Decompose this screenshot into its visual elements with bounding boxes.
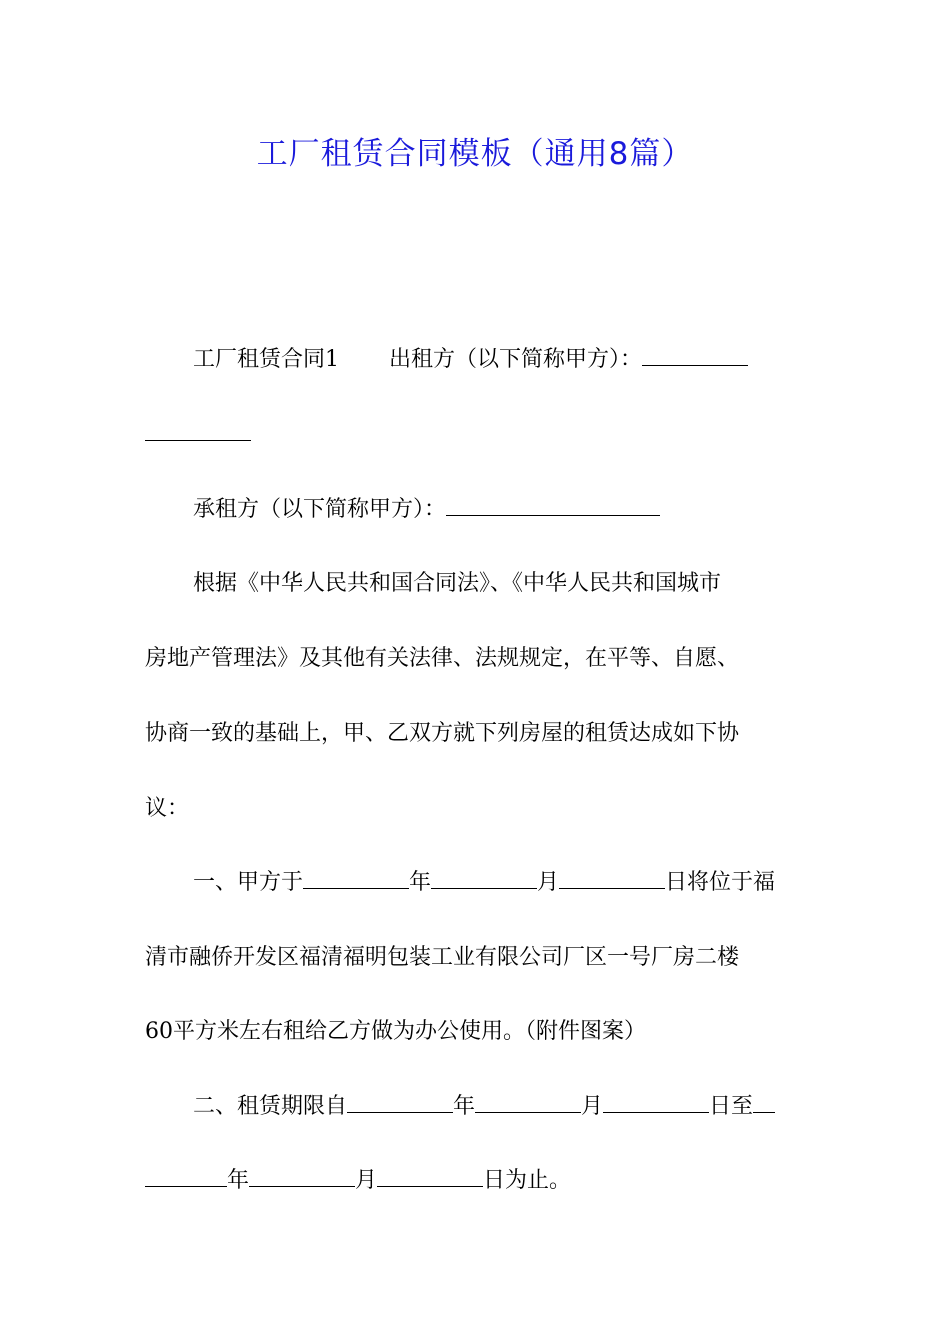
lessor-label: 出租方（以下简称甲方）： [389, 347, 643, 372]
start-year-blank [347, 1092, 453, 1113]
month-blank [431, 868, 537, 889]
contract-heading: 工厂租赁合同1 [193, 347, 339, 372]
year-blank [303, 868, 409, 889]
end-day-blank [377, 1166, 483, 1187]
day-label: 日将位于福 [665, 870, 776, 895]
end-month-label: 月 [355, 1168, 378, 1193]
year-label: 年 [409, 870, 432, 895]
paragraph-line-12 [145, 1166, 810, 1196]
end-year-label: 年 [227, 1168, 250, 1193]
lessee-label: 承租方（以下简称甲方）： [193, 497, 447, 522]
paragraph-line-3 [193, 495, 810, 525]
start-month-blank [475, 1092, 581, 1113]
end-day-label: 日为止。 [483, 1168, 572, 1193]
paragraph-line-1 [193, 345, 810, 375]
end-month-blank [249, 1166, 355, 1187]
start-day-blank [603, 1092, 709, 1113]
paragraph-line-10: 60平方米左右租给乙方做为办公使用。（附件图案） [145, 1019, 646, 1044]
document-title: 工厂租赁合同模板（通用8篇） [256, 136, 694, 172]
paragraph-line-5: 房地产管理法》及其他有关法律、法规规定，在平等、自愿、 [145, 646, 740, 671]
end-year-blank-start [753, 1092, 775, 1113]
lessee-blank [446, 495, 660, 516]
paragraph-line-11 [193, 1092, 810, 1122]
start-month-label: 月 [581, 1094, 604, 1119]
lessor-blank [642, 345, 748, 366]
clause-two-start: 二、租赁期限自 [193, 1094, 348, 1119]
start-year-label: 年 [453, 1094, 476, 1119]
start-day-label: 日至 [709, 1094, 754, 1119]
paragraph-line-7: 议： [145, 796, 190, 821]
end-year-blank [145, 1166, 227, 1187]
paragraph-line-8 [193, 868, 810, 898]
lessor-blank-continued [145, 420, 251, 441]
paragraph-line-6: 协商一致的基础上，甲、乙双方就下列房屋的租赁达成如下协 [145, 721, 740, 746]
paragraph-line-9: 清市融侨开发区福清福明包装工业有限公司厂区一号厂房二楼 [145, 945, 740, 970]
clause-one-start: 一、甲方于 [193, 870, 304, 895]
day-blank [559, 868, 665, 889]
month-label: 月 [537, 870, 560, 895]
paragraph-line-2 [145, 420, 810, 450]
paragraph-line-4: 根据《中华人民共和国合同法》、《中华人民共和国城市 [193, 571, 722, 596]
